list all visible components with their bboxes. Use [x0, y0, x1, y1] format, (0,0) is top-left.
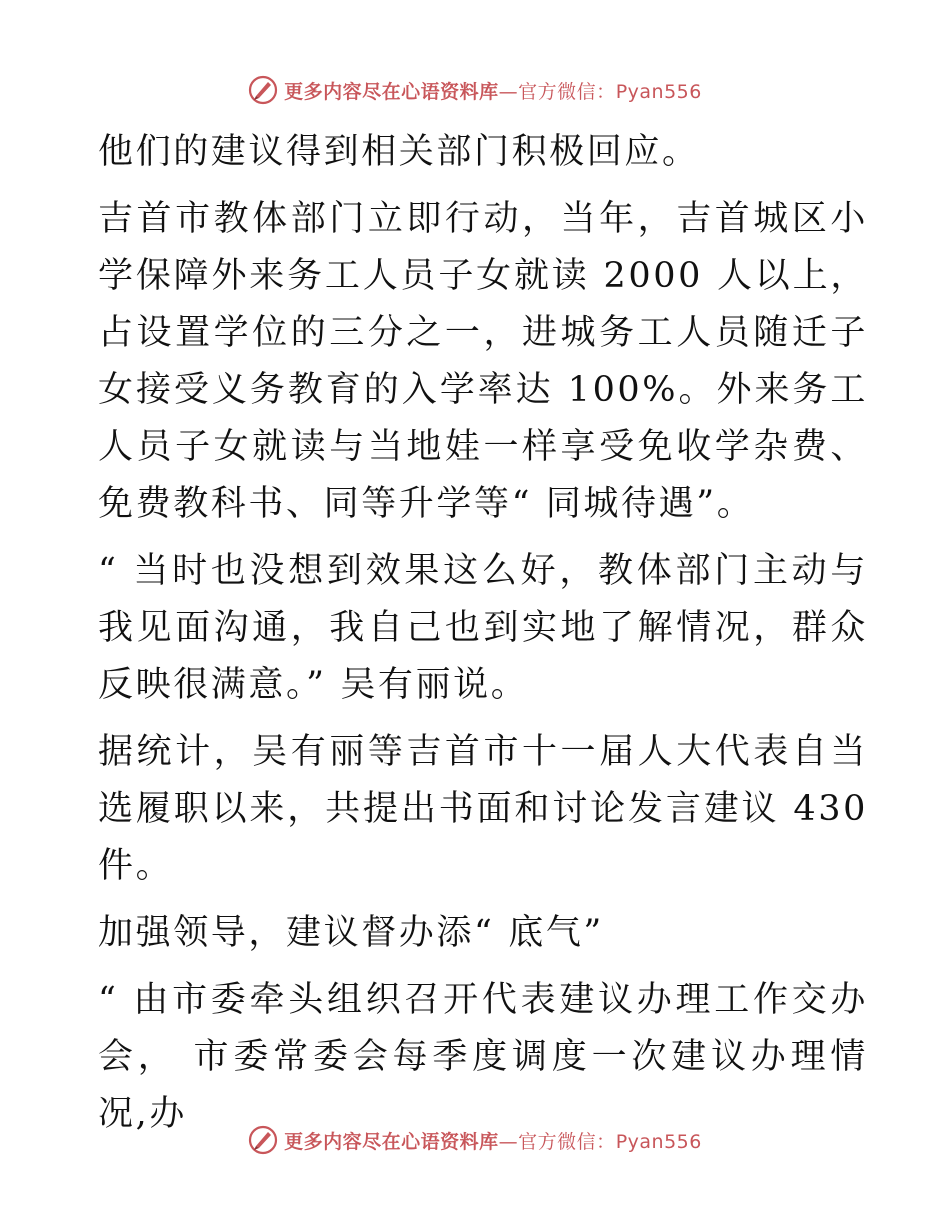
quill-logo-icon	[248, 75, 278, 105]
paragraph: 据统计，吴有丽等吉首市十一届人大代表自当选履职以来，共提出书面和讨论发言建议 430件。	[98, 732, 868, 886]
paragraph: 吉首市教体部门立即行动，当年，吉首城区小学保障外来务工人员子女就读 2000 人以上，占设置学位的三分之一，进城务工人员随迁子女接受义务教育的入学率达 100%。外来务工人员子女就读与当地娃一样享受免收学杂费、免费教科书、同等升学等“ 同城待遇”。	[98, 199, 868, 524]
section-heading: 加强领导，建议督办添“ 底气”	[98, 913, 604, 953]
paragraph: 他们的建议得到相关部门积极回应。	[98, 132, 700, 172]
document-body	[98, 124, 868, 1153]
paragraph: “ 当时也没想到效果这么好，教体部门主动与我见面沟通，我自己也到实地了解情况，群众反映很满意。” 吴有丽说。	[98, 551, 868, 705]
footer-watermark	[0, 1120, 950, 1160]
watermark-text: 更多内容尽在心语资料库—官方微信：Pyan556	[284, 1130, 702, 1153]
header-watermark	[0, 70, 950, 110]
quill-logo-icon	[248, 1125, 278, 1155]
watermark-text: 更多内容尽在心语资料库—官方微信：Pyan556	[284, 80, 702, 103]
paragraph: “ 由市委牵头组织召开代表建议办理工作交办会， 市委常委会每季度调度一次建议办理情况,办	[98, 980, 868, 1134]
